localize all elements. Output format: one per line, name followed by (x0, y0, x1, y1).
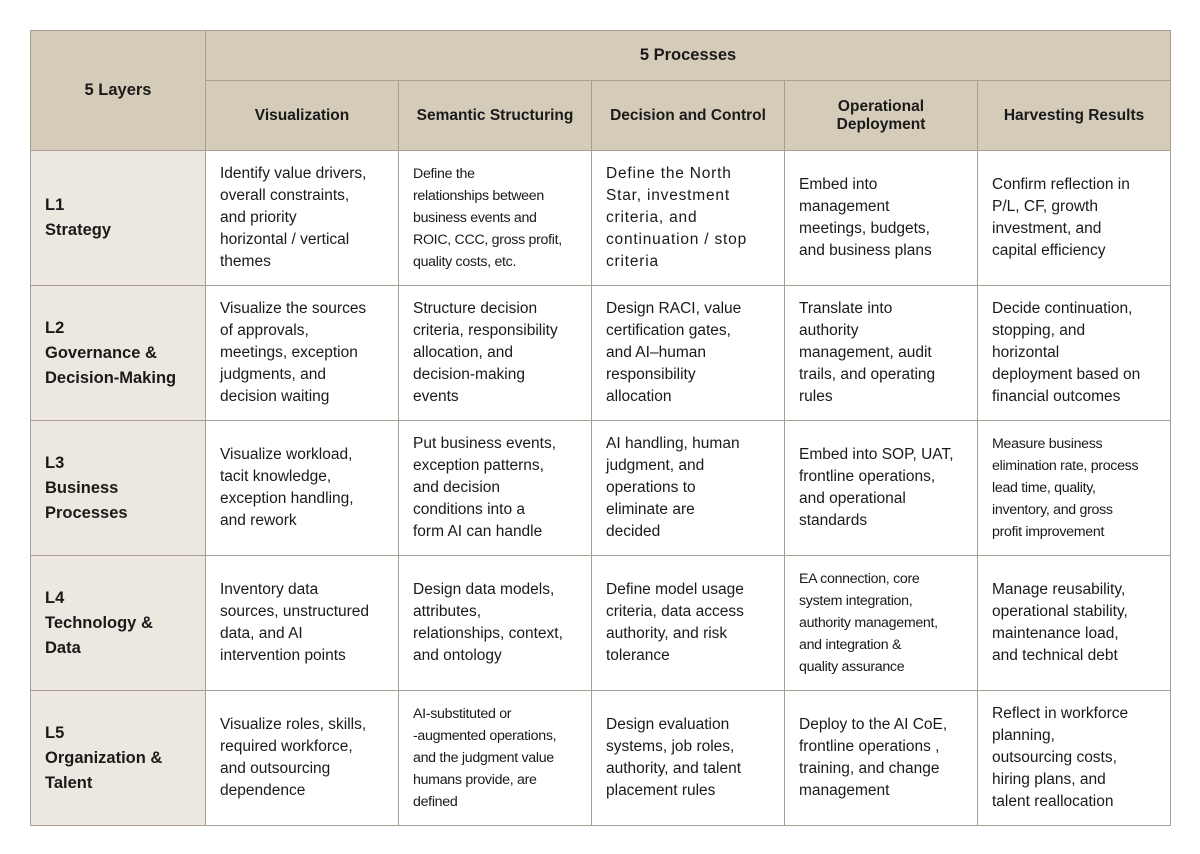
matrix-cell: AI-substituted or -augmented operations, and the judgment value humans provide, are defined (399, 691, 592, 826)
matrix-cell: EA connection, core system integration, authority management, and integration & quality assurance (785, 556, 978, 691)
matrix-cell: Visualize workload, tacit knowledge, exception handling, and rework (206, 421, 399, 556)
matrix-cell: Decide continuation, stopping, and horizontal deployment based on financial outcomes (978, 286, 1171, 421)
matrix-cell: Reflect in workforce planning, outsourcing costs, hiring plans, and talent reallocation (978, 691, 1171, 826)
matrix-cell: Embed into management meetings, budgets, and business plans (785, 151, 978, 286)
matrix-cell: Embed into SOP, UAT, frontline operations, and operational standards (785, 421, 978, 556)
matrix-cell: Inventory data sources, unstructured data, and AI intervention points (206, 556, 399, 691)
matrix-cell: Measure business elimination rate, process lead time, quality, inventory, and gross profit improvement (978, 421, 1171, 556)
corner-header: 5 Layers (31, 31, 206, 151)
matrix-cell: Define model usage criteria, data access authority, and risk tolerance (592, 556, 785, 691)
layer-label-l3: L3 Business Processes (31, 421, 206, 556)
layer-label-l4: L4 Technology & Data (31, 556, 206, 691)
table-row (31, 286, 1171, 421)
matrix-cell: Structure decision criteria, responsibility allocation, and decision-making events (399, 286, 592, 421)
matrix-cell: Confirm reflection in P/L, CF, growth investment, and capital efficiency (978, 151, 1171, 286)
matrix-cell: Visualize the sources of approvals, meetings, exception judgments, and decision waiting (206, 286, 399, 421)
layers-processes-matrix (30, 30, 1171, 826)
matrix-cell: Define the North Star, investment criteria, and continuation / stop criteria (592, 151, 785, 286)
process-header-visualization: Visualization (206, 81, 399, 151)
matrix-cell: AI handling, human judgment, and operations to eliminate are decided (592, 421, 785, 556)
matrix-cell: Translate into authority management, audit trails, and operating rules (785, 286, 978, 421)
table-row (31, 421, 1171, 556)
process-header-operational-deployment: Operational Deployment (785, 81, 978, 151)
matrix-cell: Manage reusability, operational stability, maintenance load, and technical debt (978, 556, 1171, 691)
process-header-semantic-structuring: Semantic Structuring (399, 81, 592, 151)
table-row (31, 151, 1171, 286)
matrix-cell: Identify value drivers, overall constraints, and priority horizontal / vertical themes (206, 151, 399, 286)
matrix-cell: Visualize roles, skills, required workforce, and outsourcing dependence (206, 691, 399, 826)
layer-label-l1: L1 Strategy (31, 151, 206, 286)
table-row (31, 556, 1171, 691)
matrix-cell: Deploy to the AI CoE, frontline operations , training, and change management (785, 691, 978, 826)
matrix-cell: Design evaluation systems, job roles, authority, and talent placement rules (592, 691, 785, 826)
matrix-cell: Design RACI, value certification gates, and AI–human responsibility allocation (592, 286, 785, 421)
process-header-harvesting-results: Harvesting Results (978, 81, 1171, 151)
matrix-cell: Put business events, exception patterns, and decision conditions into a form AI can handle (399, 421, 592, 556)
matrix-cell: Design data models, attributes, relationships, context, and ontology (399, 556, 592, 691)
processes-title: 5 Processes (206, 31, 1171, 81)
layer-label-l5: L5 Organization & Talent (31, 691, 206, 826)
table-row (31, 691, 1171, 826)
layer-label-l2: L2 Governance & Decision-Making (31, 286, 206, 421)
process-header-decision-and-control: Decision and Control (592, 81, 785, 151)
matrix-cell: Define the relationships between business events and ROIC, CCC, gross profit, quality costs, etc. (399, 151, 592, 286)
